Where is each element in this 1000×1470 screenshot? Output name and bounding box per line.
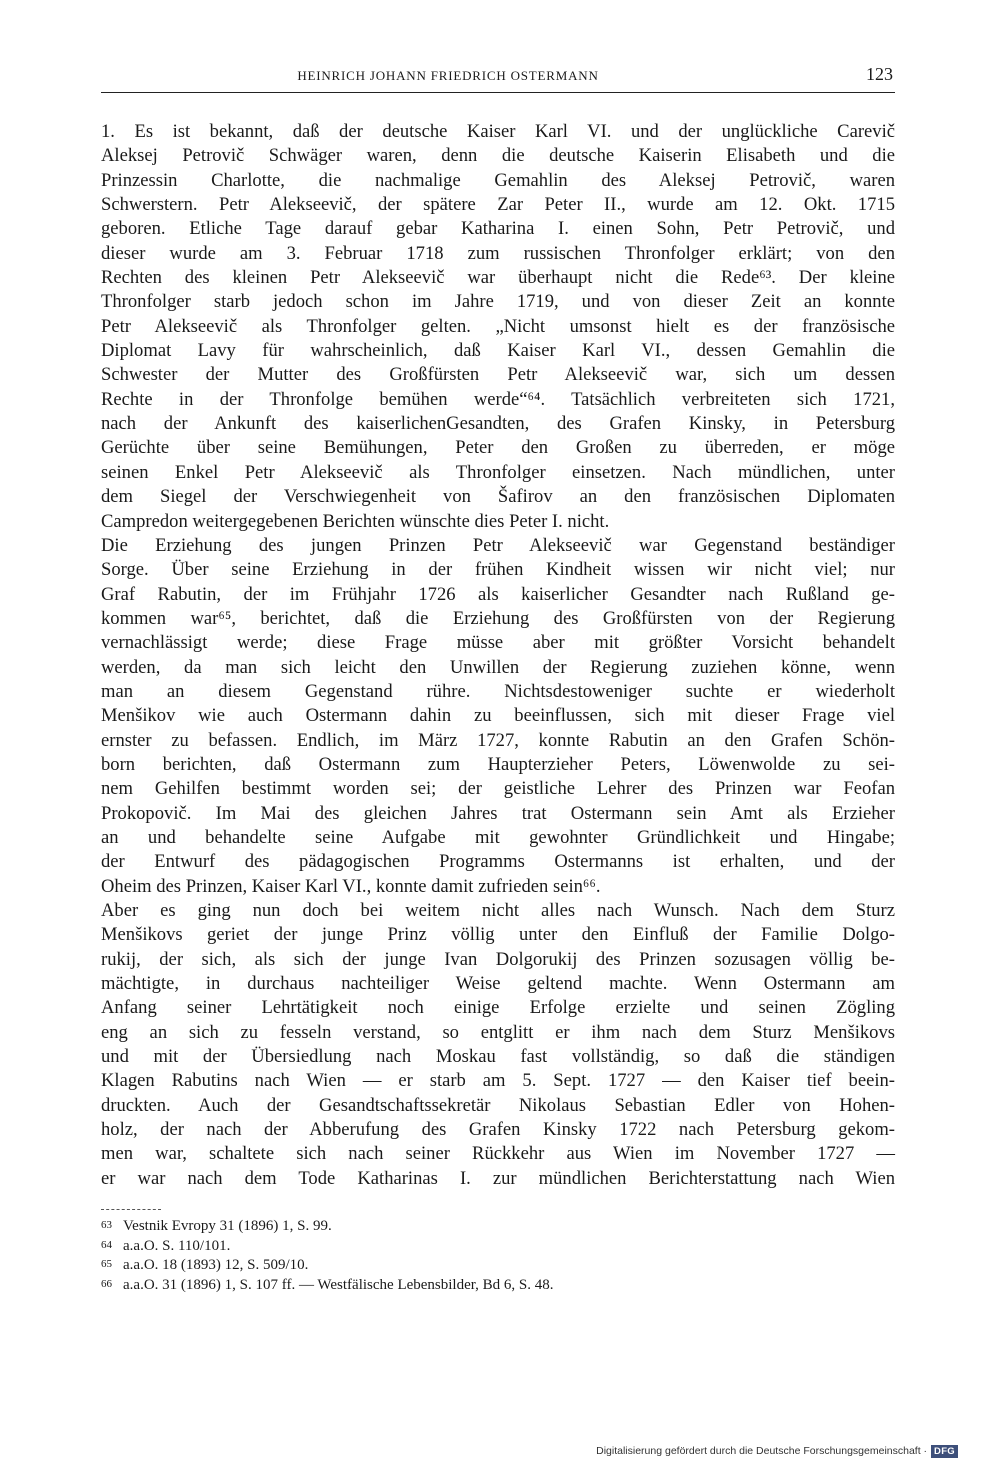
credit-text: Digitalisierung gefördert durch die Deutsche Forschungsgemeinschaft ·	[596, 1445, 928, 1457]
paragraph-1	[101, 120, 895, 534]
text-line: Menšikovs geriet der junge Prinz völlig unter den Einfluß der Familie Dolgo-	[101, 924, 895, 946]
text-line: Rechte in der Thronfolge bemühen werde“⁶⁴. Tatsächlich verbreiteten sich 1721,	[101, 388, 895, 410]
digitization-credit	[596, 1442, 958, 1460]
text-line: Prokopovič. Im Mai des gleichen Jahres trat Ostermann sein Amt als Erzieher	[101, 802, 895, 824]
footnote-number: 63	[101, 1219, 112, 1231]
text-line: dieser wurde am 3. Februar 1718 zum russischen Thronfolger erklärt; von den	[101, 242, 895, 264]
text-line: nach der Ankunft des kaiserlichenGesandten, des Grafen Kinsky, in Petersburg	[101, 413, 895, 435]
text-line: kommen war⁶⁵, berichtet, daß die Erziehung des Großfürsten von der Regierung	[101, 607, 895, 629]
footnote-number: 66	[101, 1277, 112, 1290]
text-line: holz, der nach der Abberufung des Grafen Kinsky 1722 nach Petersburg gekom-	[101, 1119, 895, 1141]
text-line: Anfang seiner Lehrtätigkeit noch einige Erfolge erzielte und seinen Zögling	[101, 997, 895, 1019]
footnote	[101, 1216, 895, 1236]
text-line: Gerüchte über seine Bemühungen, Peter den Großen zu überreden, er möge	[101, 437, 895, 459]
text-line: Klagen Rabutins nach Wien — er starb am 5. Sept. 1727 — den Kaiser tief beein-	[101, 1070, 895, 1092]
paragraph-3	[101, 899, 895, 1191]
text-line: Menšikov wie auch Ostermann dahin zu beeinflussen, sich mit dieser Frage viel	[101, 705, 895, 727]
footnote-number: 64	[101, 1238, 112, 1251]
text-line: an und behandelte seine Aufgabe mit gewohnter Gründlichkeit und Hingabe;	[101, 826, 895, 848]
running-title: HEINRICH JOHANN FRIEDRICH OSTERMANN	[297, 68, 599, 83]
text-line: werden, da man sich leicht den Unwillen der Regierung zuziehen könne, wenn	[101, 656, 895, 678]
text-line: der Entwurf des pädagogischen Programms Ostermanns ist erhalten, und der	[101, 851, 895, 873]
text-line: Diplomat Lavy für wahrscheinlich, daß Kaiser Karl VI., dessen Gemahlin die	[101, 340, 895, 362]
text-line: eng an sich zu fesseln verstand, so entglitt er ihm nach dem Sturz Menšikovs	[101, 1021, 895, 1043]
footnote	[101, 1236, 895, 1256]
text-line: Aleksej Petrovič Schwäger waren, denn die deutsche Kaiserin Elisabeth und die	[101, 145, 895, 167]
text-line: Petr Alekseevič als Thronfolger gelten. „Nicht umsonst hielt es der französische	[101, 315, 895, 337]
footnote-divider	[101, 1209, 161, 1210]
text-line: seinen Enkel Petr Alekseevič als Thronfolger einsetzen. Nach mündlichen, unter	[101, 461, 895, 483]
text-line: er war nach dem Tode Katharinas I. zur mündlichen Berichterstattung nach Wien	[101, 1167, 895, 1189]
text-line: rukij, der sich, als sich der junge Ivan Dolgorukij des Prinzen sozusagen völlig be-	[101, 948, 895, 970]
text-line: nem Gehilfen bestimmt worden sei; der geistliche Lehrer des Prinzen war Feofan	[101, 778, 895, 800]
text-line: vernachlässigt werde; diese Frage müsse aber mit größter Vorsicht behandelt	[101, 632, 895, 654]
footnote	[101, 1275, 895, 1295]
text-line: Die Erziehung des jungen Prinzen Petr Alekseevič war Gegenstand beständiger	[101, 534, 895, 556]
body-text	[101, 120, 895, 1191]
text-line: Thronfolger starb jedoch schon im Jahre 1719, und von dieser Zeit an konnte	[101, 291, 895, 313]
text-line: ernster zu befassen. Endlich, im März 1727, konnte Rabutin an den Grafen Schön-	[101, 729, 895, 751]
text-line: Aber es ging nun doch bei weitem nicht alles nach Wunsch. Nach dem Sturz	[101, 900, 895, 921]
footnote-text: a.a.O. S. 110/101.	[123, 1237, 231, 1254]
text-line: und mit der Übersiedlung nach Moskau fast vollständig, so daß die ständigen	[101, 1046, 895, 1068]
running-header	[101, 66, 895, 93]
text-line: man an diesem Gegenstand rühre. Nichtsdestoweniger suchte er wiederholt	[101, 680, 895, 702]
text-line: born berichten, daß Ostermann zum Haupterzieher Peters, Löwenwolde zu sei-	[101, 753, 895, 775]
text-line: Campredon weitergegebenen Berichten wünschte dies Peter I. nicht.	[101, 510, 610, 532]
footnote-text: a.a.O. 31 (1896) 1, S. 107 ff. — Westfälische Lebensbilder, Bd 6, S. 48.	[123, 1276, 554, 1293]
text-line: Sorge. Über seine Erziehung in der frühen Kindheit wissen wir nicht viel; nur	[101, 559, 895, 581]
text-line: 1. Es ist bekannt, daß der deutsche Kaiser Karl VI. und der unglückliche Carevič	[101, 121, 895, 142]
text-line: Prinzessin Charlotte, die nachmalige Gemahlin des Aleksej Petrovič, waren	[101, 169, 895, 191]
footnote-number: 65	[101, 1258, 112, 1271]
paragraph-2	[101, 534, 895, 899]
footnote	[101, 1255, 895, 1275]
footnote-text: a.a.O. 18 (1893) 12, S. 509/10.	[123, 1257, 309, 1274]
text-line: Graf Rabutin, der im Frühjahr 1726 als kaiserlicher Gesandter nach Rußland ge-	[101, 583, 895, 605]
text-line: Schwester der Mutter des Großfürsten Petr Alekseevič war, sich um dessen	[101, 364, 895, 386]
page-number: 123	[866, 64, 893, 84]
dfg-logo: DFG	[931, 1445, 958, 1458]
text-line: Schwerstern. Petr Alekseevič, der spätere Zar Peter II., wurde am 12. Okt. 1715	[101, 194, 895, 216]
text-line: men war, schaltete sich nach seiner Rückkehr aus Wien im November 1727 —	[101, 1143, 895, 1165]
footnotes	[101, 1216, 895, 1294]
text-line: druckten. Auch der Gesandtschaftssekretär Nikolaus Sebastian Edler von Hohen-	[101, 1094, 895, 1116]
text-line: dem Siegel der Verschwiegenheit von Šafirov an den französischen Diplomaten	[101, 486, 895, 508]
text-line: mächtigte, in durchaus nachteiliger Weise geltend machte. Wenn Ostermann am	[101, 973, 895, 995]
text-line: Oheim des Prinzen, Kaiser Karl VI., konnte damit zufrieden sein⁶⁶.	[101, 875, 601, 897]
text-line: geboren. Etliche Tage darauf gebar Katharina I. einen Sohn, Petr Petrovič, und	[101, 218, 895, 240]
footnote-text: Vestnik Evropy 31 (1896) 1, S. 99.	[123, 1218, 332, 1234]
text-line: Rechten des kleinen Petr Alekseevič war überhaupt nicht die Rede⁶³. Der kleine	[101, 267, 895, 289]
